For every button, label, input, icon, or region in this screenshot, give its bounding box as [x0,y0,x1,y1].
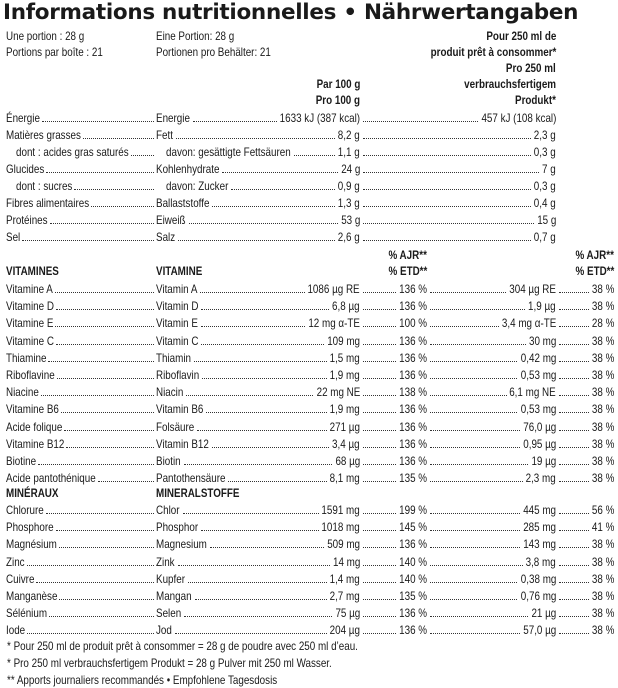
dot-leader [559,412,589,413]
value-per-250ml: 15 g [536,213,556,227]
row-label-de: Vitamin E [156,316,198,331]
dot-leader [41,395,154,396]
value-per-100g: 53 g [340,213,360,227]
dot-leader [50,223,154,224]
pct-per-100g: 136 % [399,623,427,638]
value-per-100g: 1,9 mg [329,402,360,417]
dot-leader [200,292,304,293]
value-per-250ml: 304 µg RE [509,282,556,296]
dot-leader [363,206,531,207]
header-per-250ml: Pro 250 ml [506,61,556,75]
pct-per-250ml: 38 % [591,554,614,569]
value-per-100g: 3,4 µg [332,436,360,451]
dot-leader [294,155,335,156]
dot-leader [430,395,507,396]
pct-per-250ml: 38 % [591,419,614,434]
value-per-250ml: 3,8 mg [525,554,556,569]
value-per-100g: 2,7 mg [329,589,360,603]
pct-per-250ml: 38 % [591,385,614,400]
dot-leader [193,121,277,122]
dot-leader [201,326,305,327]
dot-leader [49,616,154,617]
row-label-de: Mangan [156,589,192,603]
row-label-de: Energie [156,111,190,125]
row-label-de: Fett [156,128,173,142]
dot-leader [559,616,589,617]
dot-leader [363,361,396,362]
pct-per-100g: 136 % [399,606,427,621]
dot-leader [189,223,338,224]
header-pct-fr: % AJR** [575,248,614,262]
serving-size-fr: Une portion : 28 g [6,29,85,43]
dot-leader [176,138,335,139]
row-label-fr: Riboflavine [6,368,55,382]
dot-leader [363,633,396,634]
pct-per-100g: 145 % [399,520,427,535]
dot-leader [559,395,589,396]
header-pct-de: % ETD** [388,264,427,278]
row-label-fr: Acide folique [6,419,63,434]
dot-leader [559,599,589,600]
header-per-250ml: Produkt* [514,93,556,107]
row-label-fr: Énergie [6,111,40,125]
pct-per-100g: 199 % [399,503,427,517]
value-per-250ml: 57,0 µg [522,623,556,638]
dot-leader [430,292,506,293]
row-label-de: Vitamin A [156,282,198,296]
value-per-250ml: 0,4 g [534,196,556,210]
row-label-de: Salz [156,230,176,244]
dot-leader [363,616,396,617]
pct-per-250ml: 28 % [591,316,614,331]
row-label-fr: dont : acides gras saturés [16,145,129,159]
value-per-250ml: 143 mg [523,537,556,552]
section-minerals-de: MINERALSTOFFE [156,486,240,500]
value-per-100g: 12 mg α-TE [308,316,360,331]
header-per-250ml: verbrauchsfertigem [464,77,556,91]
dot-leader [183,513,319,514]
pct-per-100g: 136 % [399,282,427,296]
value-per-100g: 75 µg [335,606,360,621]
dot-leader [363,582,396,583]
dot-leader [27,633,154,634]
dot-leader [559,361,589,362]
dot-leader [430,344,526,345]
pct-per-250ml: 38 % [591,606,614,621]
dot-leader [212,206,335,207]
dot-leader [559,378,589,379]
dot-leader [430,464,528,465]
dot-leader [363,344,396,345]
servings-per-box-de: Portionen pro Behälter: 21 [156,45,271,59]
dot-leader [201,344,324,345]
pct-per-250ml: 56 % [591,503,614,517]
dot-leader [57,378,154,379]
dot-leader [559,464,589,465]
row-label-fr: Niacine [6,385,39,400]
dot-leader [83,138,154,139]
row-label-fr: Iode [6,623,26,638]
dot-leader [188,582,327,583]
row-label-fr: Magnésium [6,537,57,552]
value-per-100g: 0,9 g [338,179,360,193]
dot-leader [559,582,589,583]
row-label-de: Ballaststoffe [156,196,210,210]
row-label-fr: Vitamine E [6,316,54,331]
header-pct-de: % ETD** [575,264,614,278]
value-per-250ml: 0,76 mg [520,589,556,603]
dot-leader [363,223,534,224]
pct-per-100g: 136 % [399,402,427,417]
header-per-100g-de: Pro 100 g [315,93,360,107]
footnote: * Pro 250 ml verbrauchsfertigem Produkt = 28 g Pulver mit 250 ml Wasser. [7,656,332,670]
dot-leader [363,378,396,379]
dot-leader [38,464,154,465]
value-per-250ml: 0,42 mg [520,350,556,365]
section-minerals-fr: MINÉRAUX [6,486,59,500]
row-label-de: Phosphor [156,520,199,535]
pct-per-100g: 100 % [399,316,427,331]
row-label-de: Vitamin B12 [156,436,209,451]
row-label-fr: Vitamine B12 [6,436,65,451]
value-per-100g: 24 g [340,162,360,176]
row-label-fr: Vitamine A [6,282,53,296]
dot-leader [184,464,333,465]
dot-leader [91,206,154,207]
dot-leader [559,547,589,548]
row-label-de: Zink [156,554,175,569]
value-per-250ml: 6,1 mg NE [509,385,556,400]
dot-leader [363,530,396,531]
dot-leader [363,430,396,431]
value-per-100g: 271 µg [329,419,360,434]
value-per-250ml: 285 mg [523,520,556,535]
value-per-100g: 1018 mg [321,520,360,535]
row-label-de: davon: Zucker [166,179,229,193]
dot-leader [55,292,154,293]
value-per-100g: 68 µg [335,454,360,468]
dot-leader [430,513,520,514]
value-per-100g: 8,1 mg [329,471,360,486]
row-label-fr: Matières grasses [6,128,81,142]
pct-per-100g: 135 % [399,471,427,486]
pct-per-250ml: 38 % [591,402,614,417]
value-per-100g: 1,1 g [338,145,360,159]
dot-leader [48,361,154,362]
value-per-100g: 1633 kJ (387 kcal) [279,111,360,125]
value-per-250ml: 2,3 mg [525,471,556,486]
dot-leader [56,530,154,531]
pct-per-100g: 136 % [399,454,427,468]
pct-per-250ml: 38 % [591,299,614,314]
value-per-100g: 6,8 µg [332,299,360,314]
value-per-250ml: 0,7 g [534,230,556,244]
section-vitamins-de: VITAMINE [156,264,203,278]
pct-per-250ml: 41 % [591,520,614,535]
row-label-de: Vitamin C [156,333,199,348]
value-per-100g: 1,9 mg [329,368,360,382]
row-label-de: Kohlenhydrate [156,162,220,176]
dot-leader [64,430,154,431]
dot-leader [430,530,520,531]
pct-per-250ml: 38 % [591,333,614,348]
row-label-de: Vitamin B6 [156,402,204,417]
row-label-de: Vitamin D [156,299,199,314]
dot-leader [363,395,396,396]
footnote: ** Apports journaliers recommandés • Empfohlene Tagesdosis [7,673,278,687]
header-per-100g-fr: Par 100 g [316,77,360,91]
dot-leader [363,412,396,413]
section-vitamins-fr: VITAMINES [6,264,59,278]
dot-leader [194,361,327,362]
dot-leader [175,633,327,634]
dot-leader [61,412,154,413]
value-per-100g: 14 mg [332,554,360,569]
pct-per-250ml: 38 % [591,471,614,486]
value-per-250ml: 21 µg [531,606,556,621]
row-label-de: Eiweiß [156,213,186,227]
dot-leader [74,189,154,190]
dot-leader [363,189,531,190]
row-label-de: davon: gesättigte Fettsäuren [166,145,291,159]
row-label-fr: Zinc [6,554,25,569]
dot-leader [59,547,154,548]
value-per-100g: 8,2 g [338,128,360,142]
value-per-250ml: 3,4 mg α-TE [501,316,556,331]
value-per-100g: 1,4 mg [329,571,360,586]
row-label-de: Riboflavin [156,368,200,382]
row-label-de: Selen [156,606,182,621]
pct-per-100g: 136 % [399,333,427,348]
dot-leader [66,447,154,448]
dot-leader [430,547,520,548]
dot-leader [559,309,589,310]
dot-leader [430,633,520,634]
pct-per-250ml: 38 % [591,350,614,365]
header-per-250ml: produit prêt à consommer* [430,45,556,59]
value-per-250ml: 19 µg [531,454,556,468]
pct-per-250ml: 38 % [591,454,614,468]
row-label-fr: Manganèse [6,589,58,603]
value-per-250ml: 1,9 µg [528,299,556,314]
dot-leader [430,599,517,600]
row-label-de: Jod [156,623,172,638]
page-title: Informations nutritionnelles • Nährwertangaben [3,0,579,25]
row-label-de: Magnesium [156,537,207,552]
header-pct-fr: % AJR** [388,248,427,262]
dot-leader [363,326,396,327]
value-per-250ml: 0,95 µg [522,436,556,451]
value-per-100g: 1086 µg RE [307,282,360,296]
header-per-250ml: Pour 250 ml de [485,29,556,43]
dot-leader [430,326,499,327]
dot-leader [56,344,154,345]
dot-leader [210,547,324,548]
pct-per-100g: 140 % [399,571,427,586]
row-label-fr: Acide pantothénique [6,471,96,486]
row-label-fr: Cuivre [6,571,35,586]
pct-per-250ml: 38 % [591,537,614,552]
row-label-fr: Protéines [6,213,48,227]
servings-per-box-fr: Portions par boîte : 21 [6,45,103,59]
dot-leader [363,464,396,465]
dot-leader [184,616,332,617]
row-label-fr: Phosphore [6,520,54,535]
value-per-250ml: 7 g [542,162,556,176]
row-label-fr: Vitamine B6 [6,402,59,417]
pct-per-250ml: 38 % [591,282,614,296]
pct-per-100g: 135 % [399,589,427,603]
dot-leader [363,172,539,173]
dot-leader [430,447,520,448]
dot-leader [46,172,154,173]
row-label-de: Kupfer [156,571,185,586]
value-per-100g: 509 mg [327,537,360,552]
dot-leader [559,447,589,448]
pct-per-100g: 138 % [399,385,427,400]
dot-leader [231,189,335,190]
row-label-de: Thiamin [156,350,192,365]
pct-per-100g: 136 % [399,537,427,552]
dot-leader [363,565,396,566]
row-label-de: Folsäure [156,419,195,434]
pct-per-100g: 136 % [399,436,427,451]
dot-leader [55,326,154,327]
value-per-100g: 2,6 g [338,230,360,244]
dot-leader [36,582,154,583]
row-label-fr: dont : sucres [16,179,73,193]
dot-leader [27,565,154,566]
pct-per-250ml: 38 % [591,589,614,603]
row-label-fr: Sélénium [6,606,48,621]
dot-leader [363,240,531,241]
pct-per-100g: 136 % [399,419,427,434]
dot-leader [131,155,154,156]
value-per-100g: 204 µg [329,623,360,638]
row-label-de: Pantothensäure [156,471,226,486]
dot-leader [56,309,154,310]
dot-leader [46,513,154,514]
dot-leader [430,481,523,482]
dot-leader [222,172,337,173]
value-per-250ml: 0,3 g [534,145,556,159]
row-label-fr: Thiamine [6,350,47,365]
value-per-250ml: 0,38 mg [520,571,556,586]
dot-leader [363,138,531,139]
dot-leader [430,582,517,583]
dot-leader [178,565,330,566]
value-per-100g: 1,3 g [338,196,360,210]
dot-leader [430,412,517,413]
dot-leader [559,481,589,482]
dot-leader [430,309,525,310]
value-per-100g: 109 mg [327,333,360,348]
value-per-250ml: 0,3 g [534,179,556,193]
dot-leader [212,447,330,448]
pct-per-100g: 136 % [399,368,427,382]
row-label-fr: Glucides [6,162,45,176]
dot-leader [59,599,154,600]
dot-leader [363,155,531,156]
value-per-250ml: 445 mg [523,503,556,517]
value-per-100g: 22 mg NE [316,385,360,400]
pct-per-250ml: 38 % [591,436,614,451]
value-per-250ml: 457 kJ (108 kcal) [481,111,556,125]
row-label-fr: Sel [6,230,21,244]
dot-leader [98,481,154,482]
dot-leader [363,599,396,600]
dot-leader [206,412,327,413]
footnote: * Pour 250 ml de produit prêt à consommer = 28 g de poudre avec 250 ml d’eau. [7,639,358,653]
dot-leader [42,121,154,122]
value-per-250ml: 2,3 g [534,128,556,142]
dot-leader [363,292,396,293]
dot-leader [197,430,326,431]
dot-leader [363,447,396,448]
pct-per-100g: 136 % [399,299,427,314]
dot-leader [363,309,396,310]
serving-size-de: Eine Portion: 28 g [156,29,235,43]
dot-leader [363,547,396,548]
value-per-250ml: 0,53 mg [520,368,556,382]
pct-per-100g: 136 % [399,350,427,365]
row-label-de: Biotin [156,454,181,468]
dot-leader [22,240,154,241]
pct-per-250ml: 38 % [591,571,614,586]
row-label-fr: Biotine [6,454,37,468]
dot-leader [201,309,329,310]
row-label-fr: Chlorure [6,503,44,517]
dot-leader [202,378,327,379]
dot-leader [559,633,589,634]
row-label-fr: Vitamine C [6,333,54,348]
dot-leader [228,481,326,482]
row-label-de: Niacin [156,385,184,400]
dot-leader [559,326,589,327]
pct-per-250ml: 38 % [591,623,614,638]
value-per-100g: 1591 mg [321,503,360,517]
row-label-de: Chlor [156,503,180,517]
value-per-250ml: 76,0 µg [522,419,556,434]
pct-per-100g: 140 % [399,554,427,569]
dot-leader [559,292,589,293]
dot-leader [186,395,313,396]
value-per-250ml: 30 mg [528,333,556,348]
dot-leader [363,513,396,514]
dot-leader [430,565,523,566]
dot-leader [559,565,589,566]
dot-leader [201,530,319,531]
dot-leader [559,530,589,531]
dot-leader [430,361,517,362]
row-label-fr: Fibres alimentaires [6,196,90,210]
dot-leader [195,599,327,600]
dot-leader [178,240,335,241]
value-per-100g: 1,5 mg [329,350,360,365]
row-label-fr: Vitamine D [6,299,54,314]
dot-leader [363,121,478,122]
dot-leader [559,513,589,514]
dot-leader [430,616,528,617]
dot-leader [430,378,517,379]
dot-leader [363,481,396,482]
dot-leader [559,344,589,345]
dot-leader [559,430,589,431]
value-per-250ml: 0,53 mg [520,402,556,417]
dot-leader [430,430,520,431]
pct-per-250ml: 38 % [591,368,614,382]
